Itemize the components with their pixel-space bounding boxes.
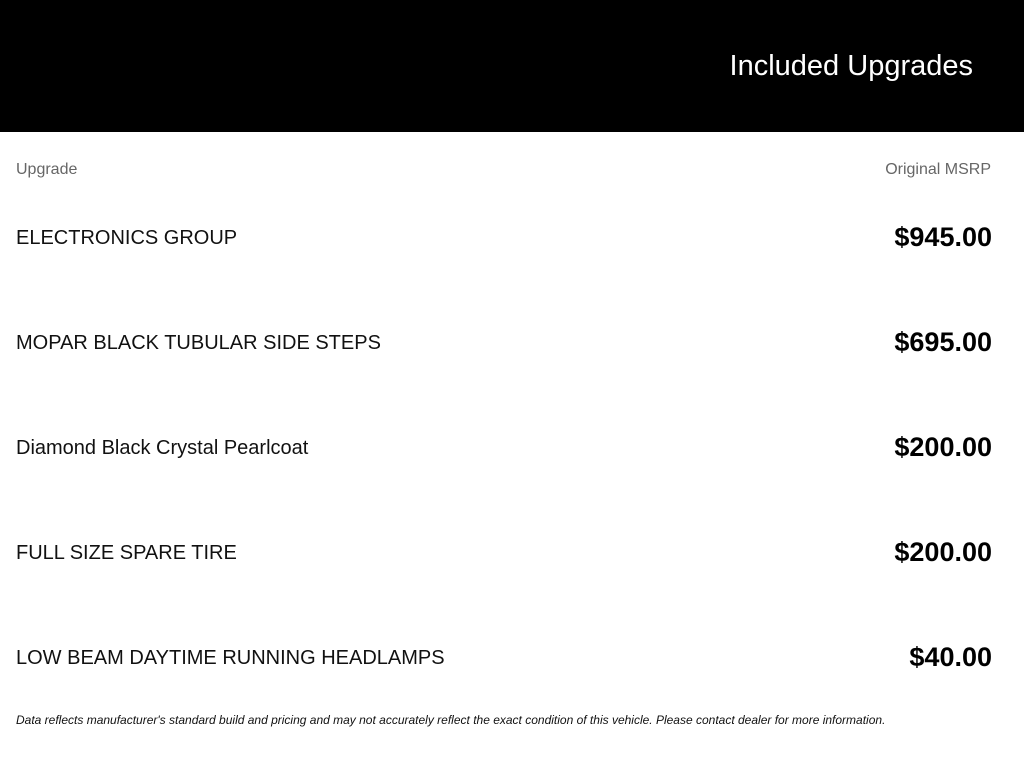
upgrade-name: LOW BEAM DAYTIME RUNNING HEADLAMPS (16, 647, 445, 669)
upgrade-price: $695.00 (894, 327, 992, 357)
upgrade-row (16, 505, 992, 610)
upgrades-list (16, 190, 992, 715)
upgrade-price: $40.00 (909, 642, 992, 672)
column-header-upgrade: Upgrade (16, 161, 78, 178)
upgrade-row (16, 400, 992, 505)
upgrade-name: FULL SIZE SPARE TIRE (16, 542, 237, 564)
upgrade-price: $945.00 (894, 222, 992, 252)
header-banner (0, 0, 1024, 132)
upgrade-row (16, 295, 992, 400)
page-title: Included Upgrades (729, 50, 973, 82)
upgrade-name: MOPAR BLACK TUBULAR SIDE STEPS (16, 332, 381, 354)
upgrade-name: Diamond Black Crystal Pearlcoat (16, 437, 309, 459)
upgrade-row (16, 190, 992, 295)
column-headers (16, 161, 992, 181)
upgrade-row (16, 610, 992, 715)
upgrade-price: $200.00 (894, 432, 992, 462)
upgrade-price: $200.00 (894, 537, 992, 567)
disclaimer-text: Data reflects manufacturer's standard build and pricing and may not accurately reflect the exact condition of this vehicle. Please contact dealer for more information. (16, 713, 886, 727)
upgrade-name: ELECTRONICS GROUP (16, 227, 238, 249)
column-header-msrp: Original MSRP (885, 161, 991, 178)
